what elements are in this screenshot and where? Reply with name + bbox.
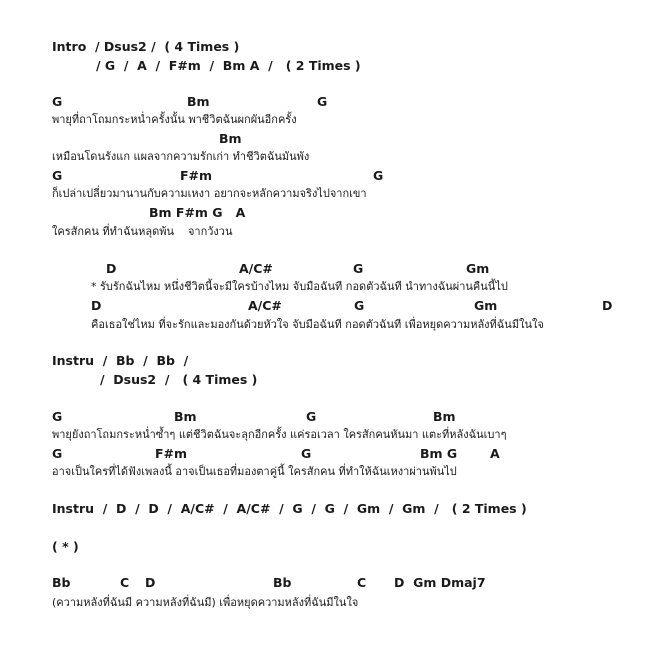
chord: G: [373, 168, 384, 183]
chord: D: [91, 298, 102, 313]
lyric-line: เหมือนโดนรังแก แผลจากความรักเก่า ทำชีวิตฉันมันพัง: [52, 150, 310, 163]
chord: G: [301, 446, 312, 461]
lyric-line: คือเธอใช่ไหม ที่จะรักและมองกันด้วยหัวใจ จับมือฉันที กอดตัวฉันที เพื่อหยุดความหลังที่ฉันมีในใจ: [91, 318, 544, 331]
chord: C: [357, 575, 367, 590]
chord: Bm: [187, 94, 210, 109]
lyric-line: (ความหลังที่ฉันมี ความหลังที่ฉันมี) เพื่อหยุดความหลังที่ฉันมีในใจ: [52, 596, 359, 609]
chord: G: [354, 298, 365, 313]
chord: G: [52, 409, 63, 424]
chord: A/C#: [239, 261, 273, 276]
lyric-line: พายุที่ถาโถมกระหน่ำครั้งนั้น พาชีวิตฉันผกผันอีกครั้ง: [52, 113, 297, 126]
chord: Bm: [174, 409, 197, 424]
chord: Bb: [52, 575, 71, 590]
chord: Bm: [433, 409, 456, 424]
chord: D: [106, 261, 117, 276]
lyric-line: * รับรักฉันไหม หนึ่งชีวิตนี้จะมีใครบ้างไหม จับมือฉันที กอดตัวฉันที นำทางฉันผ่านคืนนี้ไป: [91, 280, 508, 293]
chord: G: [317, 94, 328, 109]
chord: G: [52, 446, 63, 461]
chord: F#m: [180, 168, 213, 183]
chord: G: [306, 409, 317, 424]
lyric-line: พายุยังถาโถมกระหน่ำซ้ำๆ แต่ชีวิตฉันจะลุกอีกครั้ง แค่รอเวลา ใครสักคนหันมา แตะที่หลังฉันเบาๆ: [52, 428, 507, 441]
lyric-line: ใครสักคน ที่ทำฉันหลุดพ้น จากวังวน: [52, 225, 233, 238]
instru-progression: / Dsus2 / ( 4 Times ): [100, 372, 258, 387]
chord: F#m: [155, 446, 188, 461]
chord-group: Bm F#m G A: [149, 205, 246, 220]
chord: G: [52, 168, 63, 183]
chord: G: [52, 94, 63, 109]
lyric-line: ก็เปล่าเปลี่ยวมานานกับความเหงา อยากจะหลักความจริงไปจากเขา: [52, 187, 367, 200]
instru-line: Instru / Bb / Bb /: [52, 353, 189, 368]
chord: Bb: [273, 575, 292, 590]
chord: Bm G: [420, 446, 458, 461]
chord: Bm: [219, 131, 242, 146]
chord: A/C#: [248, 298, 282, 313]
chord: G: [353, 261, 364, 276]
lyric-line: อาจเป็นใครที่ได้ฟังเพลงนี้ อาจเป็นเธอที่มองตาคู่นี้ ใครสักคน ที่ทำให้ฉันเหงาผ่านพ้นไป: [52, 465, 457, 478]
repeat-mark: ( * ): [52, 539, 79, 554]
chord: A: [490, 446, 500, 461]
chord: C: [120, 575, 130, 590]
intro-progression: / G / A / F#m / Bm A / ( 2 Times ): [96, 58, 361, 73]
chord: D: [145, 575, 156, 590]
intro-line: Intro / Dsus2 / ( 4 Times ): [52, 39, 240, 54]
chord: D: [602, 298, 613, 313]
instru-line: Instru / D / D / A/C# / A/C# / G / G / Gm / Gm / ( 2 Times ): [52, 501, 527, 516]
chord: Gm: [474, 298, 498, 313]
chord: Gm: [466, 261, 490, 276]
chord-group: D Gm Dmaj7: [394, 575, 486, 590]
